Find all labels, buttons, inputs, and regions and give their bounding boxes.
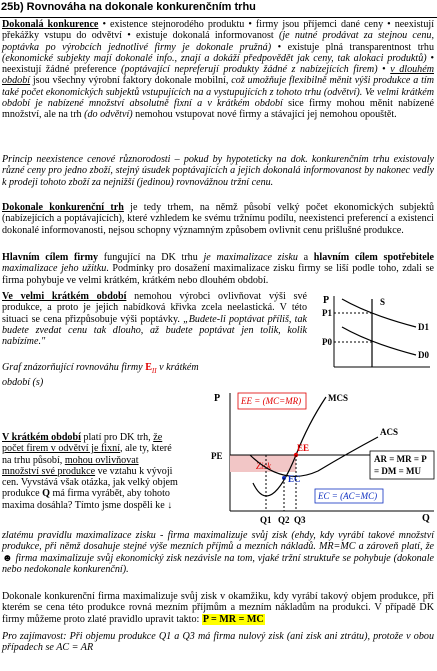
text: • existuje plná transparentnost trhu [271,41,435,53]
firm-equilibrium-graph [208,389,436,529]
axis-label-p: P [323,295,330,306]
text: • existence stejnorodého produktu • firmy jsou příjemci dané ceny • neexistují překážky vstupu do odvětví • existuje dokonalá informovanost [2,19,434,42]
paragraph-zlate-pravidlo: zlatému pravidlu maximalizace zisku - firma maximalizuje svůj zisk (ehdy, kdy vyrábí takové množství produkce, při němž dosahuje stejné výše mezních příjmů a mezních nákladů. MR=MC a zároveň platí, že ☻ firma maximalizuje svůj ekonomický zisk nezávisle na tom, vjaké tržní struktuře se pohybuje (dokonale nebo nedokonale konkurenční). [2,530,434,575]
term-dokonala-konkurence: Dokonalá konkurence [2,19,99,30]
text: maximalizace jeho užitku [2,263,107,275]
text: (je nutné prodávat za stejnou cenu, poptávka po výrobcích jednotlivé firmy je dokonale pružná) [2,30,434,53]
text: Graf znázorňující rovnováhu firmy [2,362,146,373]
axis-label-q: Q [422,513,430,524]
text: (ekonomické subjekty mají dokonalé info., znají a dokáží předpovědět jak ceny, tak alokaci produktů) [2,52,427,64]
graph-caption [2,362,202,389]
text: v krátkém období (s) [2,362,199,389]
text: nemohou vstupovat nové firmy a stávající jej nemohou opouštět. [132,109,397,120]
rule-highlight: P = MR = MC [202,613,264,625]
supply-demand-graph [320,293,432,369]
text: což umožňuje flexibilně měnit výši produkce a tím také počet ekonomických subjektů vstupujících na a vystupujících z tohoto trhu (odvětví). Ve velmi krátkém období je nabízené množství absolutně fixní a v krátkém období [2,75,435,109]
paragraph-zajimavost: Pro zajímavost: Při objemu produkce Q1 a Q3 má firma nulový zisk (ani zisk ani ztrátu), protože v obou případech se AC = AR [2,631,434,654]
text: jsou všechny výrobní faktory dokonale mobilní, [30,75,232,87]
text: (do odvětví) [84,109,133,120]
text: mohou ovlivňovat množství své produkce [2,454,139,477]
paragraph-dk-firma [2,591,434,625]
text: v dlouhém období [2,64,434,87]
label-q2: Q2 [278,515,290,525]
pe-label: PE [211,451,223,461]
text: „Budete-li poptávat příliš, tak budete zvedat cenu tak dlouho, až budete poptávat jen tolik, kolik nabízíme." [2,313,307,347]
label-p1: P1 [322,308,332,318]
paragraph-dokonala-konkurence [2,19,434,120]
text: • neexistují žádné preference [2,52,434,75]
text: nemohou výrobci ovlivňovat výši své produkce, a proto je jejich nabídková křivka zcela neelastická. V této situaci se cena přizpůsobuje výši poptávky. [2,291,307,325]
ee-label: EE = (MC=MR) [241,396,302,406]
text: má firma vyrábět, aby tohoto maxima dosáhla? Tímto jsme dospěli ke ↓ [2,488,173,511]
paragraph-dk-trh [2,202,434,236]
text: platí pro DK trh, [80,432,154,443]
text: E [145,362,152,373]
paragraph-princip: Princip neexistence cenové různorodosti – pokud by hypoteticky na dok. konkurenčním trhu existovaly různé ceny pro jedno zboží, stejný úsudek poptávajících a jejich dokonalá informovanost by nakonec vedly k prodeji tohoto zboží za nejnižší (jedinou) rovnovážnou tržní cenu. [2,154,434,188]
section-header [0,0,437,18]
term-kratke-obdobi: V krátkém období [2,432,81,443]
term-hlavni-cil-spotrebitele: hlavním cílem spotřebitele [313,252,434,263]
label-p0: P0 [322,337,332,347]
text: . Podmínky pro dosažení maximalizace zisku firmy se liší podle toho, zdali se firma pohybuje ve velmi krátkém, krátkém nebo dlouhém období. [2,263,434,286]
text: že počet firem v odvětví je fixní [2,432,163,455]
label-d0: D0 [418,350,429,360]
text: fungující na DK trhu [98,252,204,263]
ar-line1: AR = MR = P [374,454,427,464]
term-hlavni-cil-firmy: Hlavním cílem firmy [2,252,99,263]
paragraph-kratke-obdobi [2,432,178,511]
label-d1: D1 [418,322,429,332]
text: Q [42,488,50,500]
text: • [377,64,391,75]
text: , ale ty, které na trhu působí, [2,443,172,466]
acs-label: ACS [380,427,399,437]
ar-line2: = DM = MU [374,466,421,476]
axis-label-p: P [214,393,221,404]
ee-point-label: EE [297,443,310,453]
text: a [297,252,314,263]
text: je maximalizace zisku [203,252,298,263]
zisk-label: Zisk [256,461,272,471]
label-s: S [380,297,386,307]
paragraph-hlavni-cil [2,252,434,286]
text: (poptávající nepreferují produkty žádné z nabízejících firem) [121,64,378,75]
ec-box-label: EC = (AC=MC) [318,491,378,501]
label-q1: Q1 [260,515,272,525]
mcs-label: MCS [328,393,348,403]
text: je tedy trhem, na němž působí velký počet ekonomických subjektů (nabízejících a poptávajících), které vzhledem ke svému tržnímu podílu, neexistenci preferencí a existenci dokonalé informovanosti, nejsou schopny významným způsobem ovlivnit cenu prišlušné produkce. [2,202,434,236]
text: II [151,367,157,376]
term-dk-trh: Dokonale konkurenční trh [2,202,124,213]
text: ve vztahu k vývoji cen. Vyvstává však otázka, jak velký objem produkce [2,465,178,500]
demand-curve-d0 [342,327,416,355]
section-title: 25b) Rovnováha na dokonale konkurenčním trhu [1,1,256,13]
text: sice firmy mohou měnit nabízené množství, ale na trh [2,97,434,120]
demand-curve-d1 [342,299,416,327]
text: Dokonale konkurenční firma maximalizuje svůj zisk v okamžiku, kdy vyrábí takový objem produkce, při kterém se cena této produkce rovná mezním příjmům a mezním nákladům na produkci. V případě DK firmy můžeme proto zlaté pravidlo upravit takto: [2,591,434,625]
paragraph-velmi-kratke-obdobi [2,291,307,347]
label-q3: Q3 [294,515,306,525]
term-velmi-kratke-obdobi: Ve velmi krátkém období [2,291,127,302]
ec-point-label: EC [288,474,301,484]
